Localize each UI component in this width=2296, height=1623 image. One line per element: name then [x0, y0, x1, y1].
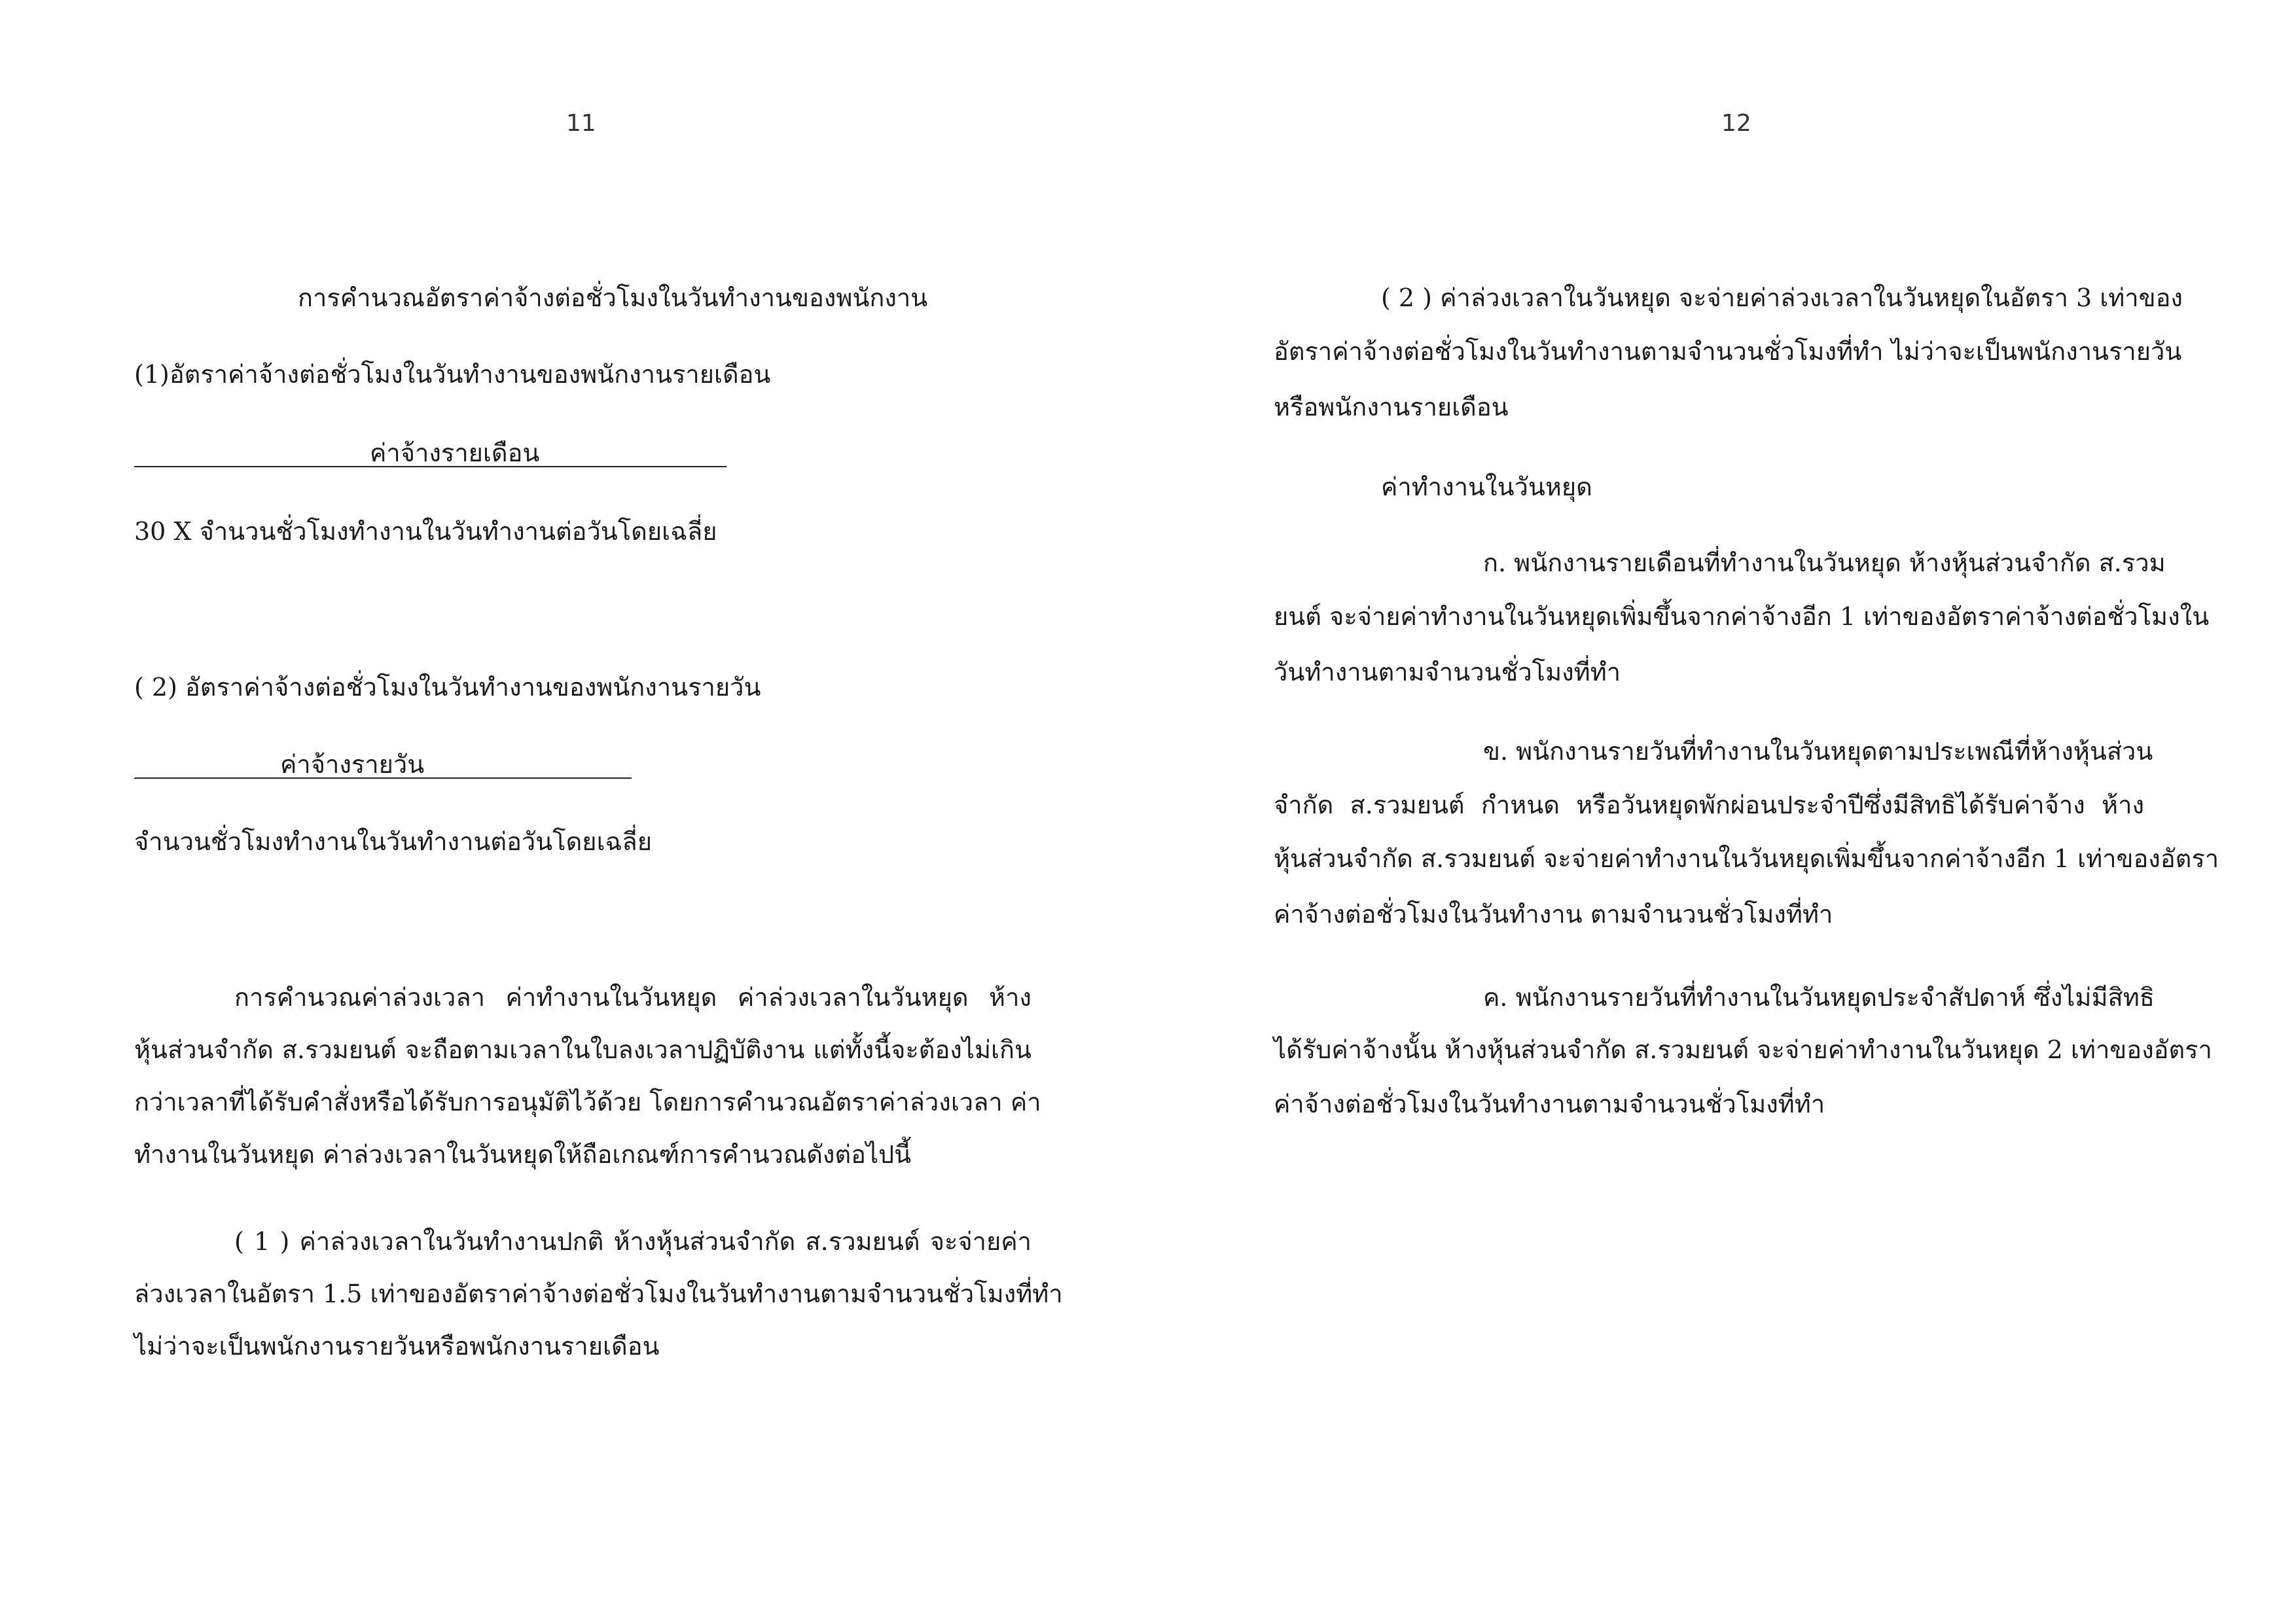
fraction-line: [134, 466, 726, 467]
formula-denominator-monthly: 30 X จำนวนชั่วโมงทำงานในวันทำงานต่อวันโดยเฉลี่ย: [134, 517, 717, 546]
paragraph-line: ค่าจ้างต่อชั่วโมงในวันทำงาน ตามจำนวนชั่วโมงที่ทำ: [1274, 900, 1833, 929]
paragraph-line: การคำนวณค่าล่วงเวลา ค่าทำงานในวันหยุด ค่าล่วงเวลาในวันหยุด ห้าง: [234, 983, 1031, 1012]
right-page: [1148, 0, 2296, 1623]
formula-numerator-daily: ค่าจ้างรายวัน: [280, 750, 425, 779]
paragraph-line: จำกัด ส.รวมยนต์ กำหนด หรือวันหยุดพักผ่อนประจำปีซึ่งมีสิทธิได้รับค่าจ้าง ห้าง: [1274, 791, 2144, 819]
formula-numerator-monthly: ค่าจ้างรายเดือน: [370, 438, 540, 467]
fraction-line: [134, 777, 632, 779]
paragraph-line: ข. พนักงานรายวันที่ทำงานในวันหยุดตามประเพณีที่ห้างหุ้นส่วน: [1483, 737, 2153, 766]
formula-title-daily: ( 2) อัตราค่าจ้างต่อชั่วโมงในวันทำงานของพนักงานรายวัน: [134, 673, 761, 702]
paragraph-line: วันทำงานตามจำนวนชั่วโมงที่ทำ: [1274, 658, 1621, 687]
paragraph-line: ( 1 ) ค่าล่วงเวลาในวันทำงานปกติ ห้างหุ้นส่วนจำกัด ส.รวมยนต์ จะจ่ายค่า: [234, 1227, 1031, 1256]
paragraph-line: ไม่ว่าจะเป็นพนักงานรายวันหรือพนักงานรายเดือน: [134, 1332, 660, 1361]
paragraph-line: ค่าจ้างต่อชั่วโมงในวันทำงานตามจำนวนชั่วโมงที่ทำ: [1274, 1090, 1825, 1118]
paragraph-line: ( 2 ) ค่าล่วงเวลาในวันหยุด จะจ่ายค่าล่วงเวลาในวันหยุดในอัตรา 3 เท่าของ: [1381, 283, 2183, 312]
formula-denominator-daily: จำนวนชั่วโมงทำงานในวันทำงานต่อวันโดยเฉลี่ย: [134, 827, 652, 856]
holiday-heading: ค่าทำงานในวันหยุด: [1381, 473, 1592, 501]
paragraph-line: ล่วงเวลาในอัตรา 1.5 เท่าของอัตราค่าจ้างต่อชั่วโมงในวันทำงานตามจำนวนชั่วโมงที่ทำ: [134, 1279, 1063, 1308]
page-number: 11: [566, 110, 596, 137]
paragraph-line: หรือพนักงานรายเดือน: [1274, 393, 1509, 421]
page-number: 12: [1721, 110, 1751, 137]
paragraph-line: อัตราค่าจ้างต่อชั่วโมงในวันทำงานตามจำนวนชั่วโมงที่ทำ ไม่ว่าจะเป็นพนักงานรายวัน: [1274, 337, 2182, 366]
paragraph-line: กว่าเวลาที่ได้รับคำสั่งหรือได้รับการอนุมัติไว้ด้วย โดยการคำนวณอัตราค่าล่วงเวลา ค่า: [134, 1088, 1041, 1116]
section-heading: การคำนวณอัตราค่าจ้างต่อชั่วโมงในวันทำงานของพนักงาน: [298, 283, 928, 312]
paragraph-line: ยนต์ จะจ่ายค่าทำงานในวันหยุดเพิ่มขึ้นจากค่าจ้างอีก 1 เท่าของอัตราค่าจ้างต่อชั่วโมงใน: [1274, 602, 2210, 631]
paragraph-line: ทำงานในวันหยุด ค่าล่วงเวลาในวันหยุดให้ถือเกณฑ์การคำนวณดังต่อไปนี้: [134, 1140, 912, 1169]
paragraph-line: ก. พนักงานรายเดือนที่ทำงานในวันหยุด ห้างหุ้นส่วนจำกัด ส.รวม: [1483, 548, 2166, 577]
paragraph-line: ค. พนักงานรายวันที่ทำงานในวันหยุดประจำสัปดาห์ ซึ่งไม่มีสิทธิ: [1483, 983, 2155, 1012]
paragraph-line: หุ้นส่วนจำกัด ส.รวมยนต์ จะจ่ายค่าทำงานในวันหยุดเพิ่มขึ้นจากค่าจ้างอีก 1 เท่าของอัตรา: [1274, 844, 2219, 873]
paragraph-line: ได้รับค่าจ้างนั้น ห้างหุ้นส่วนจำกัด ส.รวมยนต์ จะจ่ายค่าทำงานในวันหยุด 2 เท่าของอัตรา: [1274, 1035, 2212, 1064]
paragraph-line: หุ้นส่วนจำกัด ส.รวมยนต์ จะถือตามเวลาในใบลงเวลาปฏิบัติงาน แต่ทั้งนี้จะต้องไม่เกิน: [134, 1035, 1031, 1064]
formula-title-monthly: (1)อัตราค่าจ้างต่อชั่วโมงในวันทำงานของพนักงานรายเดือน: [134, 360, 771, 389]
